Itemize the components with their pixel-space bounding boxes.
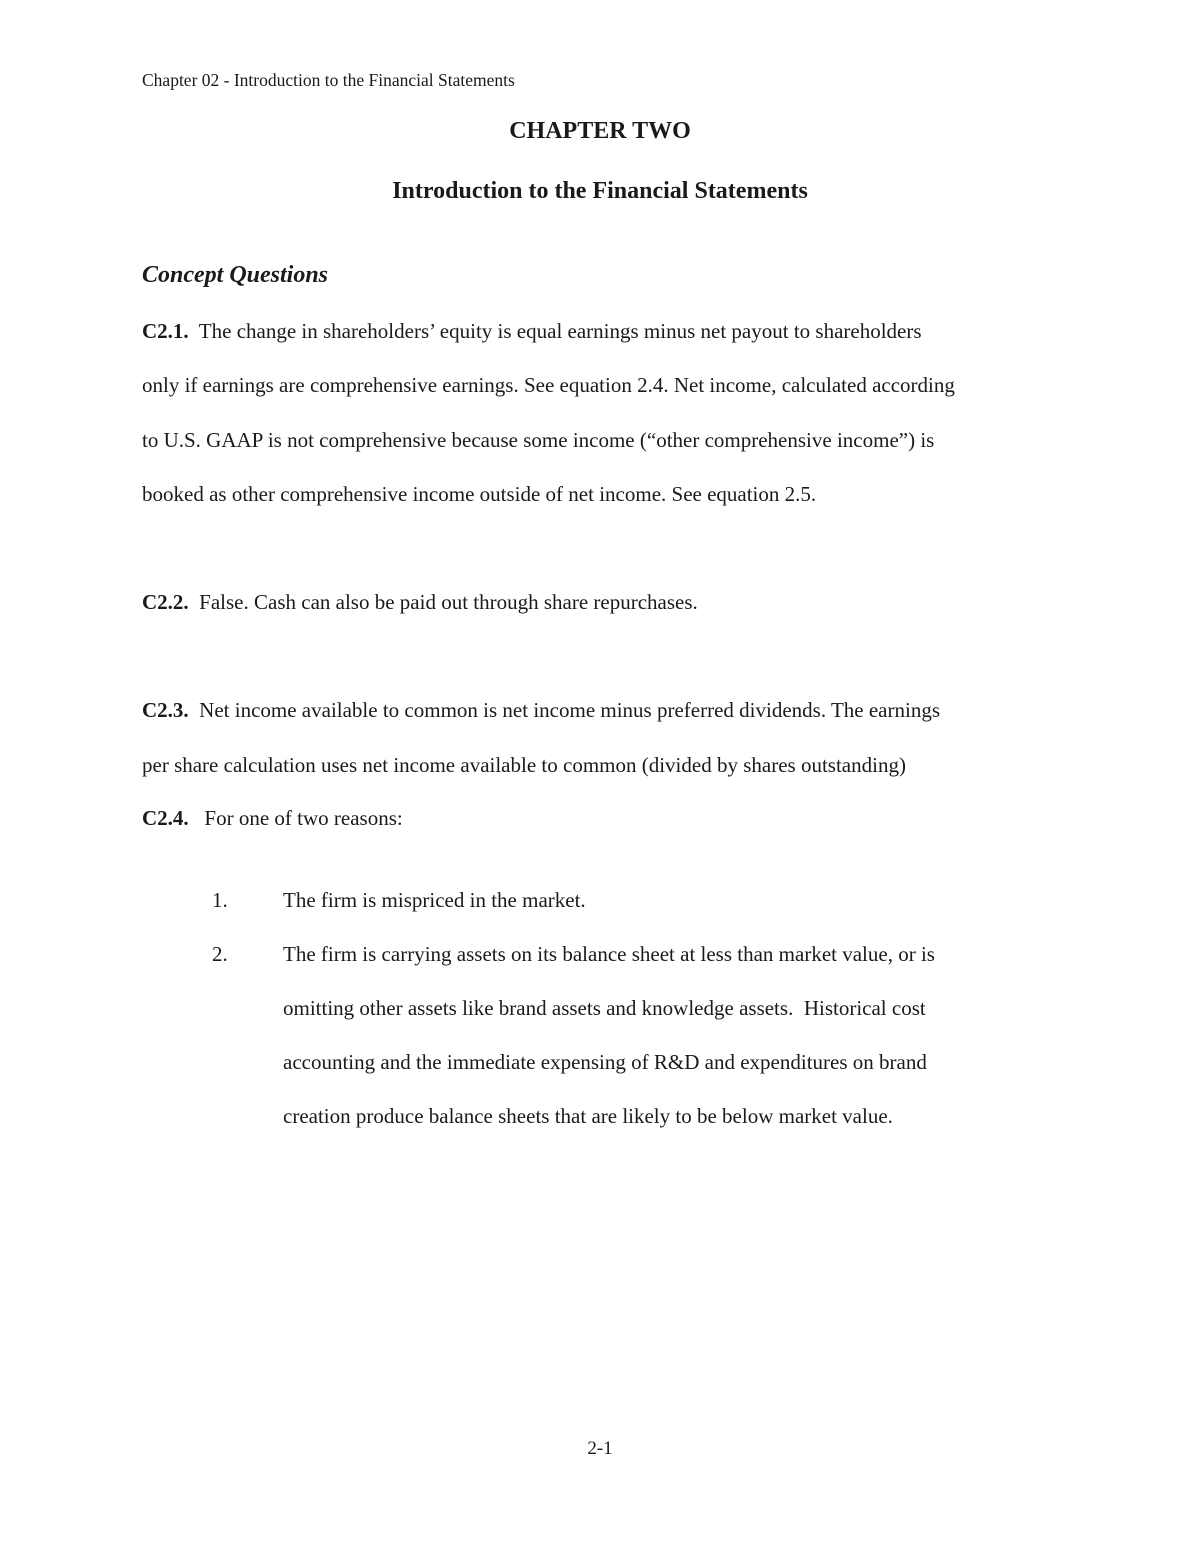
- question-c2-2-line: [142, 590, 698, 615]
- page-number: 2-1: [587, 1438, 613, 1459]
- question-text: The change in shareholders’ equity is equal earnings minus net payout to shareholders: [188, 319, 922, 343]
- question-c2-3-line: per share calculation uses net income available to common (divided by shares outstanding): [142, 753, 906, 777]
- question-label: C2.1.: [142, 319, 189, 343]
- question-c2-3-line: [142, 698, 940, 723]
- question-text: For one of two reasons:: [188, 806, 403, 830]
- chapter-title: CHAPTER TWO: [509, 118, 691, 144]
- question-label: C2.2.: [142, 590, 189, 614]
- question-text: False. Cash can also be paid out through share repurchases.: [188, 590, 698, 614]
- question-label: C2.4.: [142, 806, 189, 830]
- question-c2-1-line: booked as other comprehensive income outside of net income. See equation 2.5.: [142, 482, 817, 506]
- list-item-number: 1.: [212, 888, 228, 912]
- question-c2-4-line: [142, 806, 403, 831]
- question-c2-1-line: to U.S. GAAP is not comprehensive because some income (“other comprehensive income”) is: [142, 428, 935, 452]
- list-item-text: accounting and the immediate expensing of R&D and expenditures on brand: [283, 1050, 927, 1074]
- question-label: C2.3.: [142, 698, 189, 722]
- list-item-text: omitting other assets like brand assets and knowledge assets. Historical cost: [283, 996, 926, 1020]
- list-item-text: The firm is mispriced in the market.: [283, 888, 586, 912]
- list-item-text: The firm is carrying assets on its balance sheet at less than market value, or is: [283, 942, 935, 966]
- running-header: Chapter 02 - Introduction to the Financial Statements: [142, 70, 515, 90]
- section-heading: Concept Questions: [142, 262, 329, 288]
- question-c2-1-line: only if earnings are comprehensive earnings. See equation 2.4. Net income, calculated according: [142, 373, 955, 397]
- question-c2-1-line: [142, 319, 922, 344]
- question-text: Net income available to common is net income minus preferred dividends. The earnings: [188, 698, 940, 722]
- list-item-text: creation produce balance sheets that are likely to be below market value.: [283, 1104, 893, 1128]
- chapter-subtitle: Introduction to the Financial Statements: [392, 178, 808, 204]
- list-item-number: 2.: [212, 942, 228, 966]
